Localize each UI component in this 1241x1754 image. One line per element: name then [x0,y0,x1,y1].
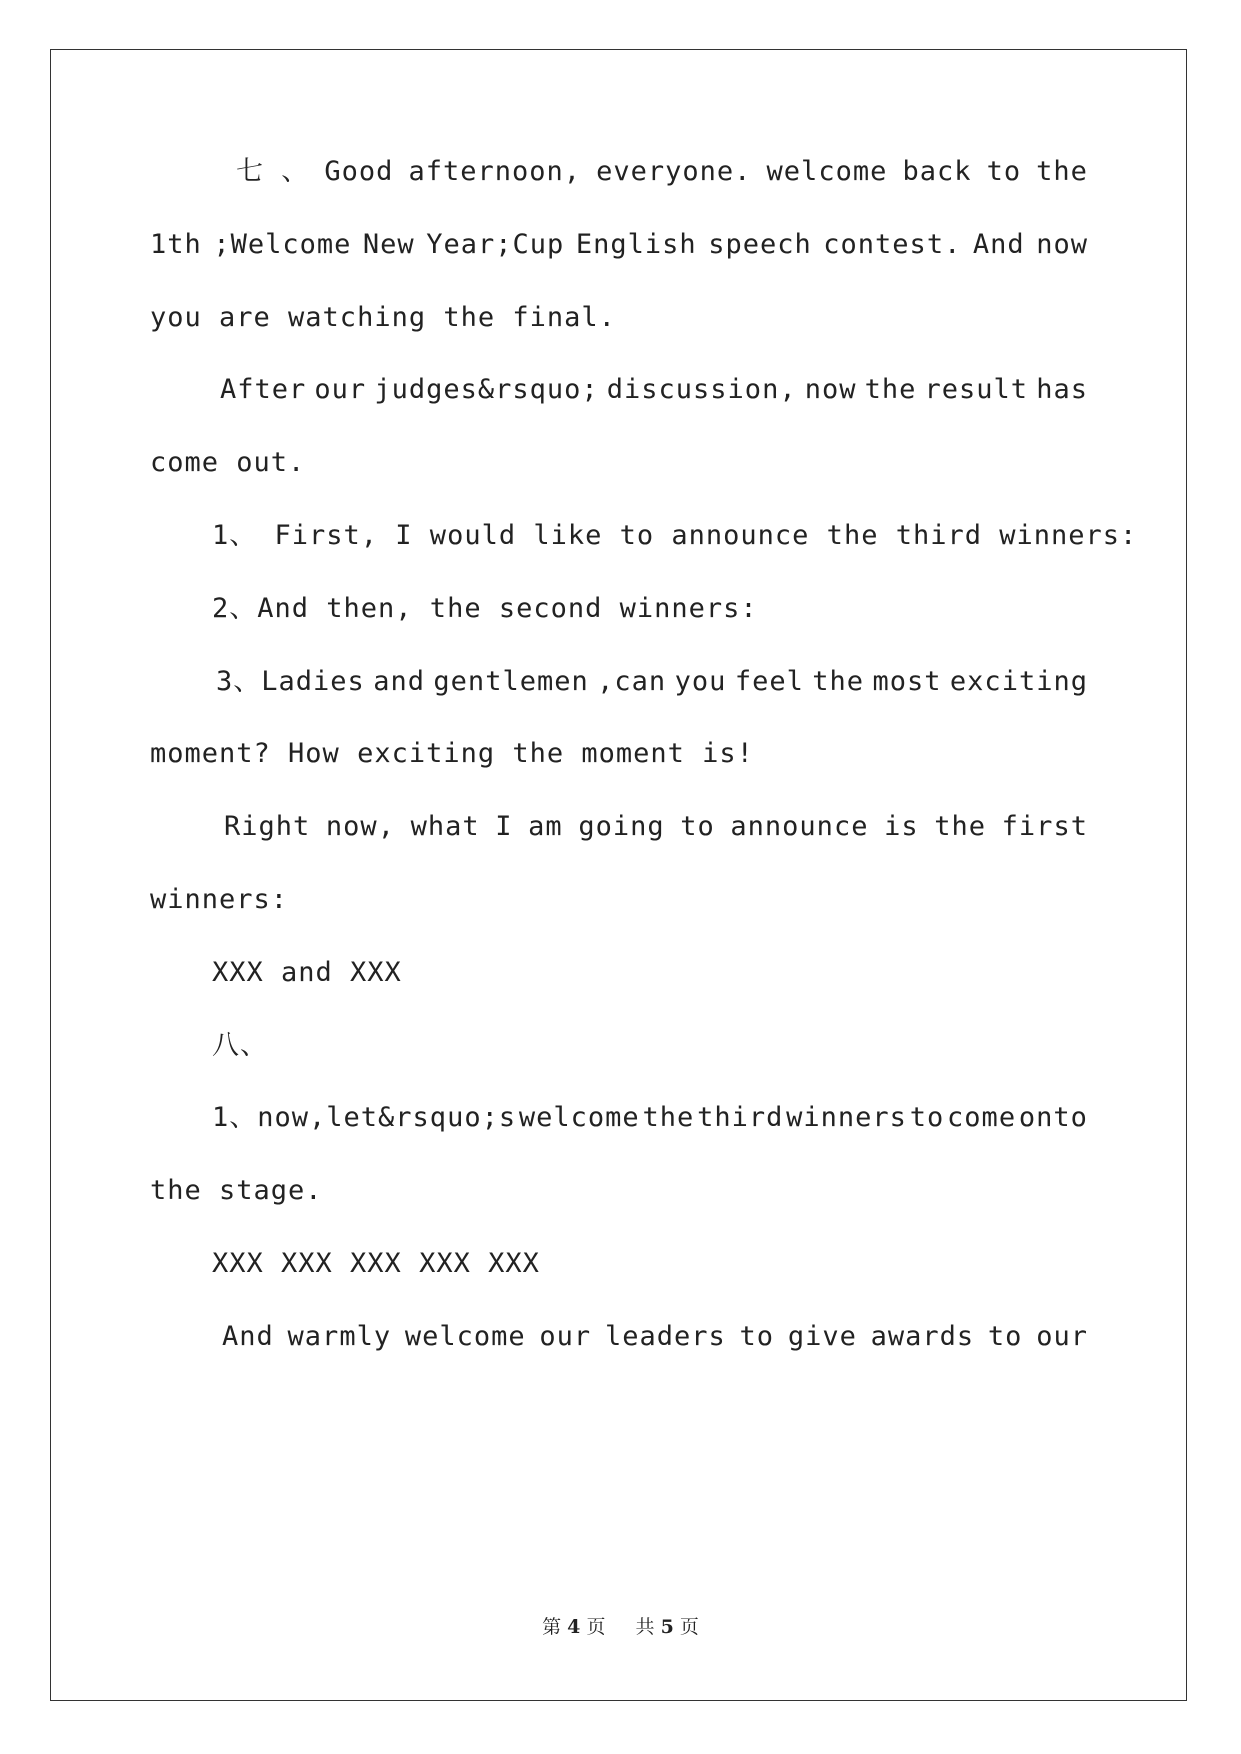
word: our [1036,1320,1088,1352]
line-text: come out. [150,447,306,479]
word: And [972,228,1025,260]
word: and [373,665,425,697]
word: discussion, [606,374,797,406]
text-line [150,446,1088,480]
word: has [1036,374,1088,406]
text-line [212,592,1088,626]
total-pages-number: 5 [660,1616,674,1638]
page-footer [0,1612,1241,1639]
word: New [362,228,415,260]
text-line [224,810,1088,844]
word: now [1036,228,1088,260]
word: ,can [597,665,667,697]
word: judges&rsquo; [374,374,599,406]
word: welcome [404,1320,526,1352]
word: result [924,374,1029,406]
text-line [216,665,1088,699]
word: exciting [949,665,1088,697]
word: 1th [150,228,202,260]
text-line [150,883,1088,917]
word: to [909,1102,945,1134]
word: third [697,1102,784,1134]
footer-prefix: 第 [542,1616,562,1638]
text-line [212,1029,1088,1063]
footer-total-prefix: 共 [635,1616,655,1638]
word: our [539,1320,592,1352]
word: ;Welcome [213,228,352,260]
text-line [222,1320,1088,1354]
text-line [220,373,1088,407]
text-line [150,1174,1088,1208]
word: afternoon, [408,156,582,187]
word: to [987,1320,1023,1352]
word: everyone. [596,156,752,187]
word: welcome [766,156,888,187]
word: welcome [518,1102,640,1134]
word: going [578,811,665,843]
text-line [150,228,1088,262]
word: give [787,1320,857,1352]
word: the [1036,156,1088,187]
word: winners [786,1102,907,1134]
line-text: winners: [150,884,289,915]
footer-page-suffix: 页 [586,1616,606,1638]
line-text: moment? How exciting the moment is! [150,738,754,770]
word: most [872,665,942,697]
word: Good [324,156,394,187]
word: feel [734,665,804,697]
word: the [864,374,917,406]
line-text: you are watching the final. [150,301,616,333]
word: the [642,1102,695,1134]
word: now, [325,811,395,843]
word: announce [730,811,869,843]
word: speech [708,228,812,260]
text-line [212,519,1138,553]
word: After [220,374,307,406]
word: leaders [604,1320,726,1352]
word: our [314,374,367,406]
word: English [575,228,697,260]
text-line [236,155,1088,189]
line-text: 八、 [212,1029,268,1061]
text-line [150,737,1088,771]
word: the [934,811,987,843]
text-line [150,301,1088,335]
word: back [902,156,972,187]
line-text: XXX and XXX [212,956,402,988]
line-text: XXX XXX XXX XXX XXX [212,1248,540,1279]
word: contest. [823,228,962,260]
word: first [1001,811,1088,843]
text-line [212,956,1088,990]
word: 1、now,let&rsquo;s [212,1102,517,1134]
line-text: 2、And then, the second winners: [212,592,758,624]
word: warmly [287,1320,392,1352]
text-line [212,1101,1088,1135]
word: to [739,1320,775,1352]
line-text: 1、 First, I would like to announce the third winners: [212,520,1138,551]
word: come [947,1102,1017,1134]
text-line [212,1247,1088,1281]
word: And [222,1320,274,1352]
word: Right [224,811,311,843]
word: I [495,811,513,843]
line-text: the stage. [150,1175,323,1207]
word: 3、Ladies [216,665,365,697]
word: you [674,665,727,697]
page-border [50,49,1187,1701]
word: awards [870,1320,975,1352]
word: now [804,374,857,406]
word: what [410,811,480,843]
current-page-number: 4 [567,1616,581,1638]
word: onto [1018,1102,1088,1134]
word: to [680,811,715,843]
word: gentlemen [433,665,589,697]
footer-total-suffix: 页 [679,1616,699,1638]
word: 七 、 [236,156,310,187]
word: Year;Cup [426,228,565,260]
word: to [986,156,1022,187]
word: the [812,665,865,697]
word: am [528,811,563,843]
word: is [884,811,919,843]
